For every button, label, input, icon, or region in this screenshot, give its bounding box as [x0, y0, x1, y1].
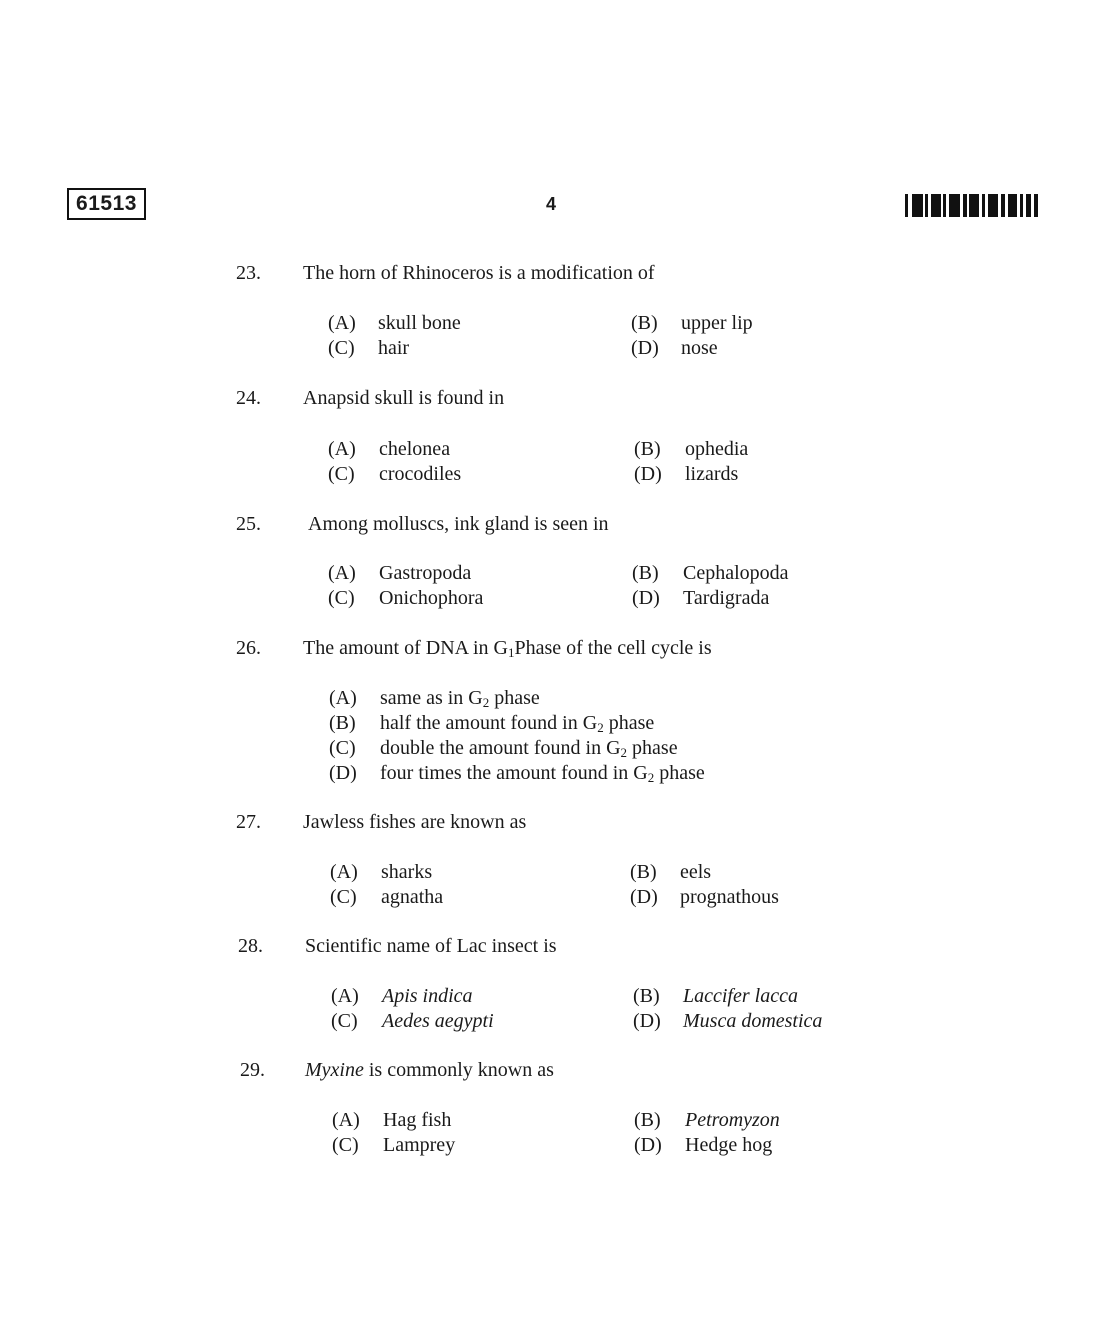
option-text: Hag fish — [383, 1109, 452, 1131]
option-label: (C) — [332, 1134, 359, 1156]
option-text: Onichophora — [379, 587, 484, 609]
option-text: nose — [681, 337, 718, 359]
question-number: 23. — [236, 262, 261, 284]
option-label: (B) — [632, 562, 659, 584]
option-text: Cephalopoda — [683, 562, 789, 584]
question-text: Anapsid skull is found in — [303, 387, 505, 409]
option-label: (B) — [631, 312, 658, 334]
option-text: upper lip — [681, 312, 753, 334]
option-label: (A) — [330, 861, 358, 883]
option-text: Hedge hog — [685, 1134, 773, 1156]
option-label: (D) — [632, 587, 660, 609]
option-label: (A) — [328, 562, 356, 584]
option-text: chelonea — [379, 438, 451, 460]
question-text: The horn of Rhinoceros is a modification of — [303, 262, 655, 284]
option-text: hair — [378, 337, 410, 359]
option-text: Musca domestica — [683, 1010, 823, 1032]
option-label: (A) — [329, 687, 357, 709]
option-text: prognathous — [680, 886, 779, 908]
option-label: (D) — [329, 762, 357, 784]
option-label: (A) — [328, 312, 356, 334]
option-label: (C) — [328, 463, 355, 485]
option-text: Gastropoda — [379, 562, 472, 584]
option-text: skull bone — [378, 312, 461, 334]
option-text: Tardigrada — [683, 587, 770, 609]
option-text: half the amount found in $G_2$ phase — [380, 712, 655, 735]
option-text: Petromyzon — [685, 1109, 780, 1131]
option-label: (D) — [634, 463, 662, 485]
paper-code: 61513 — [67, 188, 146, 220]
option-label: (C) — [330, 886, 357, 908]
option-label: (B) — [329, 712, 356, 734]
question-number: 27. — [236, 811, 261, 833]
option-label: (A) — [332, 1109, 360, 1131]
option-text: Apis indica — [382, 985, 473, 1007]
question-number: 25. — [236, 513, 261, 535]
option-label: (B) — [630, 861, 657, 883]
option-label: (A) — [328, 438, 356, 460]
question-number: 28. — [238, 935, 263, 957]
option-label: (D) — [633, 1010, 661, 1032]
option-label: (C) — [328, 587, 355, 609]
option-label: (B) — [634, 438, 661, 460]
option-text: ophedia — [685, 438, 749, 460]
option-label: (C) — [329, 737, 356, 759]
option-text: agnatha — [381, 886, 444, 908]
question-number: 24. — [236, 387, 261, 409]
option-text: Lamprey — [383, 1134, 456, 1156]
option-text: eels — [680, 861, 712, 883]
question-text: Scientific name of Lac insect is — [305, 935, 557, 957]
question-text: The amount of DNA in $G_1Phase$ of the cell cycle is — [303, 637, 712, 660]
question-text: Jawless fishes are known as — [303, 811, 527, 833]
option-label: (D) — [634, 1134, 662, 1156]
barcode-icon — [905, 194, 1038, 217]
option-text: double the amount found in $G_2$ phase — [380, 737, 678, 760]
question-text: Among molluscs, ink gland is seen in — [308, 513, 609, 535]
option-label: (A) — [331, 985, 359, 1007]
option-text: crocodiles — [379, 463, 462, 485]
option-label: (C) — [328, 337, 355, 359]
option-text: same as in $G_2$ phase — [380, 687, 540, 710]
option-text: Laccifer lacca — [683, 985, 798, 1007]
option-text: Aedes aegypti — [382, 1010, 494, 1032]
option-label: (B) — [634, 1109, 661, 1131]
option-text: lizards — [685, 463, 739, 485]
option-text: sharks — [381, 861, 433, 883]
page-number: 4 — [546, 194, 557, 214]
option-label: (D) — [631, 337, 659, 359]
question-number: 26. — [236, 637, 261, 659]
question-number: 29. — [240, 1059, 265, 1081]
option-label: (B) — [633, 985, 660, 1007]
option-label: (D) — [630, 886, 658, 908]
question-text: Myxine is commonly known as — [305, 1059, 554, 1081]
option-label: (C) — [331, 1010, 358, 1032]
option-text: four times the amount found in $G_2$ phase — [380, 762, 705, 785]
